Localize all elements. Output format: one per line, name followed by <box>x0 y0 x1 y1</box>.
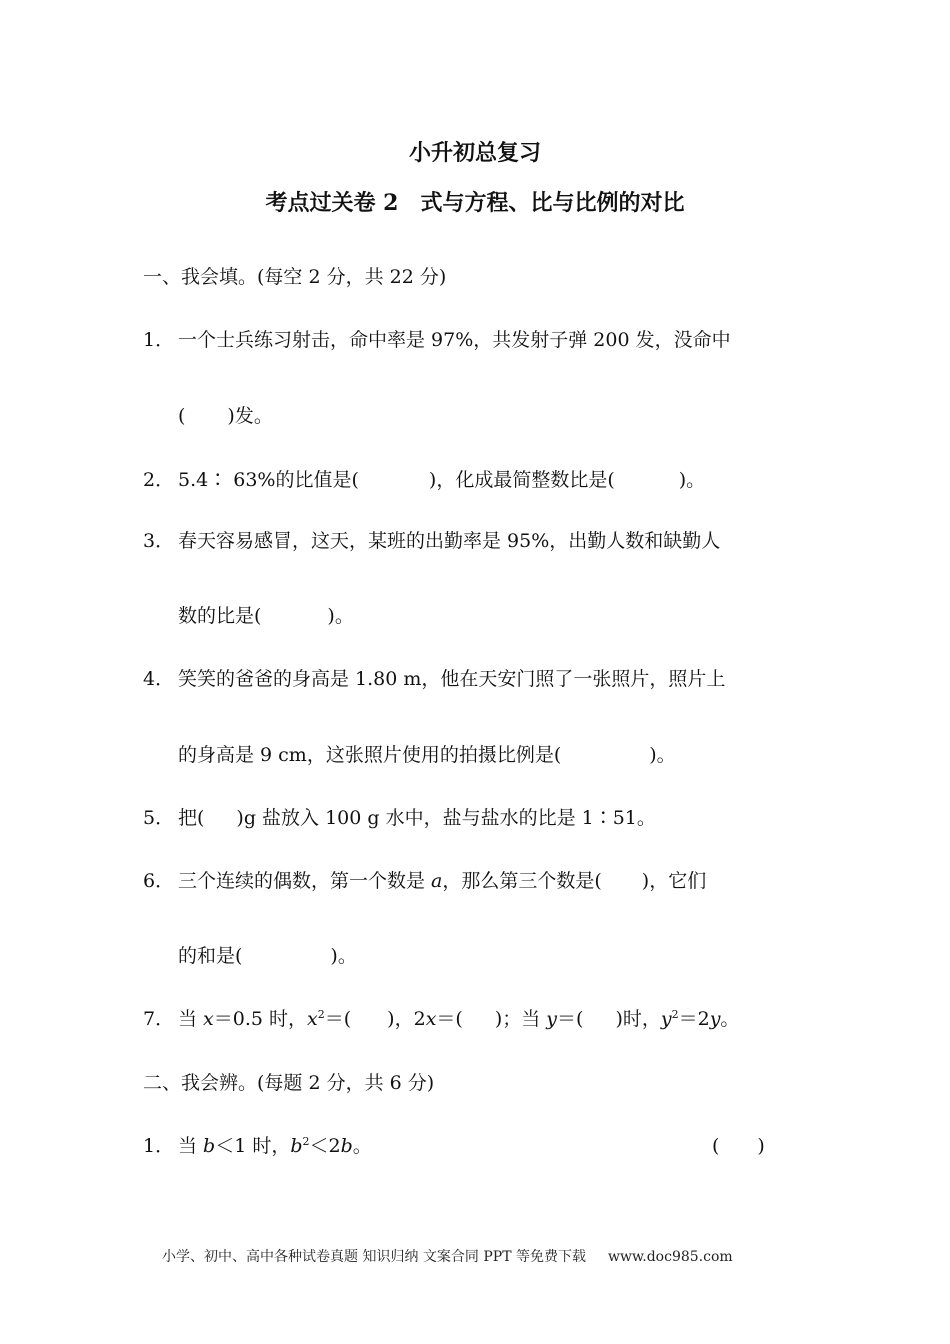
judgment-bracket[interactable]: ( ) <box>712 1135 765 1157</box>
footer-text: 小学、初中、高中各种试卷真题 知识归纳 文案合同 PPT 等免费下载 <box>162 1249 586 1265</box>
section-1-heading: 一、我会填。(每空 2 分，共 22 分) <box>143 266 447 288</box>
section-2-heading: 二、我会辨。(每题 2 分，共 6 分) <box>143 1072 435 1094</box>
footer-site-link[interactable]: www.doc985.com <box>607 1249 733 1265</box>
question-1-4-cont: 的身高是 9 cm，这张照片使用的拍摄比例是( )。 <box>178 744 676 766</box>
question-number: 3． <box>143 530 175 552</box>
question-1-3-cont: 数的比是( )。 <box>178 605 354 627</box>
question-number: 6． <box>143 870 175 892</box>
question-1-5: 5． 把( )g 盐放入 100 g 水中，盐与盐水的比是 1∶51。 <box>143 803 656 830</box>
question-number: 2． <box>143 469 175 491</box>
question-1-4: 4． 笑笑的爸爸的身高是 1.80 m，他在天安门照了一张照片，照片上 <box>143 664 725 691</box>
question-1-6-cont: 的和是( )。 <box>178 945 357 967</box>
question-number: 5． <box>143 807 175 829</box>
question-1-7: 7． 当 x＝0.5 时，$x^2=$( )，2x＝( )；当 y＝( )时，$y^2=2y$。 <box>143 1004 739 1031</box>
question-1-3: 3． 春天容易感冒，这天，某班的出勤率是 95%，出勤人数和缺勤人 <box>143 526 720 553</box>
question-number: 7． <box>143 1008 175 1030</box>
question-text: 一个士兵练习射击，命中率是 97%，共发射子弹 200 发，没命中 <box>178 329 731 351</box>
question-1-6: 6． 三个连续的偶数，第一个数是 a，那么第三个数是( )，它们 <box>143 866 706 893</box>
question-number: 4． <box>143 668 175 690</box>
question-number: 1． <box>143 1135 175 1157</box>
question-1-1-cont: ( )发。 <box>178 405 273 427</box>
page-title: 小升初总复习 <box>408 140 541 166</box>
question-1-2: 2． 5.4∶ 63%的比值是( )，化成最简整数比是( )。 <box>143 465 705 492</box>
question-number: 1． <box>143 329 175 351</box>
footer <box>162 1246 733 1266</box>
question-2-1: 1． 当 b＜1 时，$b^2<2b$。 <box>143 1131 372 1158</box>
question-1-1 <box>143 325 731 352</box>
page-subtitle: 考点过关卷 2 式与方程、比与比例的对比 <box>265 190 685 216</box>
